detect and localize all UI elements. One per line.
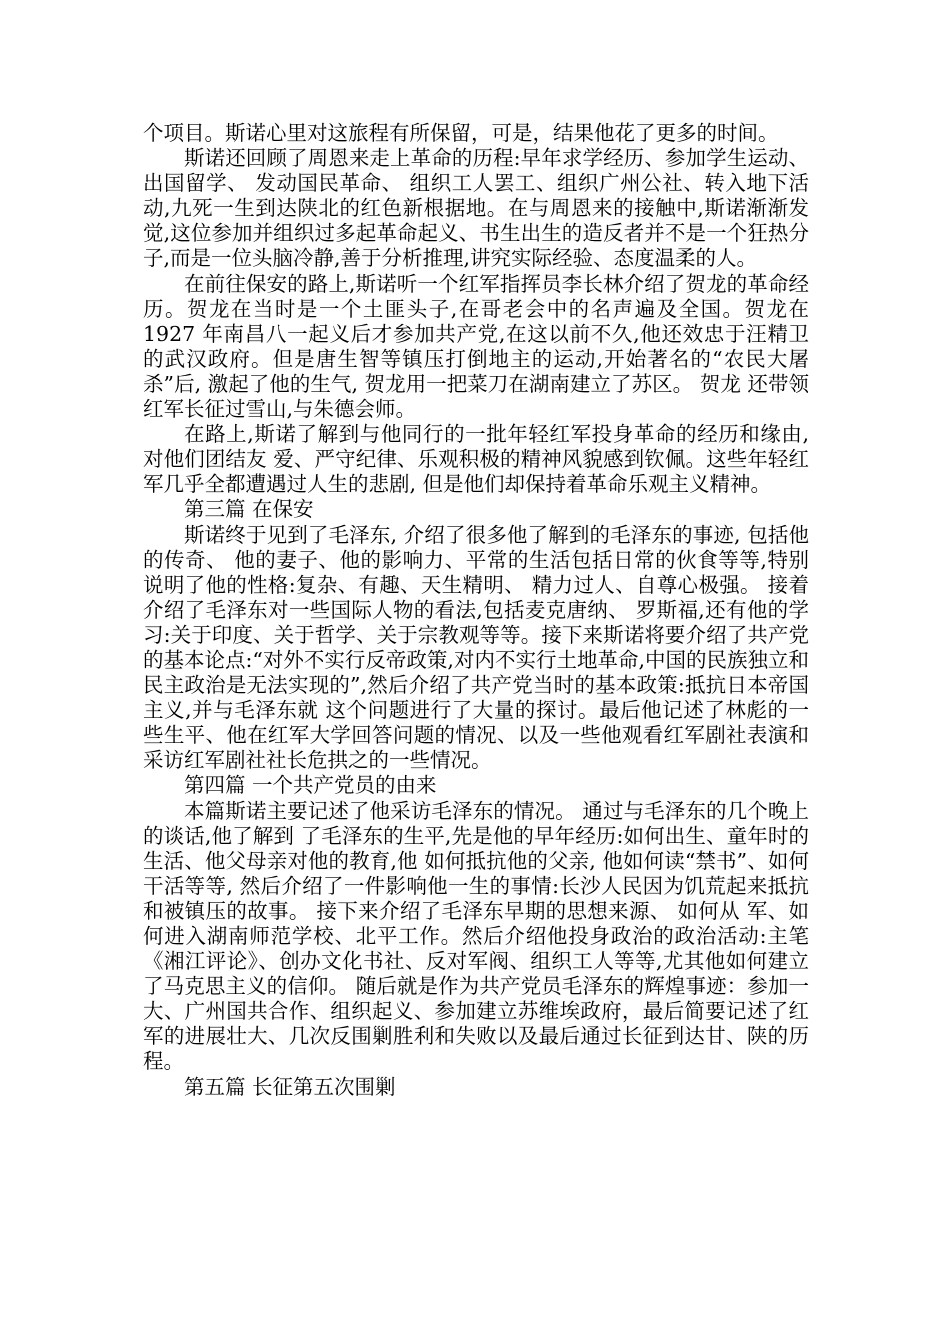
paragraph-continued: 个项目。斯诺心里对这旅程有所保留，可是，结果他花了更多的时间。 xyxy=(143,121,779,145)
section-heading-5: 第五篇 长征第五次围剿 xyxy=(184,1074,396,1099)
paragraph-mao-interview: 本篇斯诺主要记述了他采访毛泽东的情况。 通过与毛泽东的几个晚上的谈话,他了解到 了毛泽东的生平,先是他的早年经历:如何出生、童年时的生活、他父母亲对他的教育,他 如何抵抗他的父亲, 他如何读“禁书”、如何干活等等, 然后介绍了一件影响他一生的事情:长沙人民因为饥荒起来抵抗和被镇压的故事。 接下来介绍了毛泽东早期的思想来源、 如何从 军、如何进入湖南师范学校、北平工作。然后介绍他投身政治的政治活动:主笔 《湘江评论》、创办文化书社、反对军阀、组织工人等等,尤其他如何建立了马克思主义的信仰。 随后就是作为共产党员毛泽东的辉煌事迹：参加一大、广州国共合作、组织起义、参加建立苏维埃政府，最后简要记述了红军的进展壮大、几次反围剿胜利和失败以及最后通过长征到达甘、陕的历程。 xyxy=(143,798,809,1074)
paragraph-young-red-army: 在路上,斯诺了解到与他同行的一批年轻红军投身革命的经历和缘由,对他们团结友 爱、严守纪律、乐观积极的精神风貌感到钦佩。这些年轻红军几乎全都遭遇过人生的悲剧, 但是他们却保持着革命乐观主义精神。 xyxy=(143,422,809,497)
section-heading-3: 第三篇 在保安 xyxy=(184,497,314,522)
paragraph-zhou-enlai: 斯诺还回顾了周恩来走上革命的历程:早年求学经历、参加学生运动、出国留学、 发动国民革命、 组织工人罢工、组织广州公社、转入地下活动,九死一生到达陕北的红色新根据地。在与周恩来的接触中,斯诺渐渐发觉,这位参加并组织过多起革命起义、书生出生的造反者并不是一个狂热分子,而是一位头脑冷静,善于分析推理,讲究实际经验、态度温柔的人。 xyxy=(143,146,809,271)
paragraph-he-long: 在前往保安的路上,斯诺听一个红军指挥员李长林介绍了贺龙的革命经历。贺龙在当时是一个土匪头子,在哥老会中的名声遍及全国。贺龙在 1927 年南昌八一起义后才参加共产党,在这以前不久,他还效忠于汪精卫的武汉政府。但是唐生智等镇压打倒地主的运动,开始著名的“农民大屠杀”后, 激起了他的生气, 贺龙用一把菜刀在湖南建立了苏区。 贺龙 还带领红军长征过雪山,与朱德会师。 xyxy=(143,271,809,422)
paragraph-mao-baoan: 斯诺终于见到了毛泽东, 介绍了很多他了解到的毛泽东的事迹, 包括他的传奇、 他的妻子、他的影响力、平常的生活包括日常的伙食等等,特别说明了他的性格:复杂、有趣、天生精明、 精力过人、自尊心极强。 接着介绍了毛泽东对一些国际人物的看法,包括麦克唐纳、 罗斯福,还有他的学习:关于印度、关于哲学、关于宗教观等等。接下来斯诺将要介绍了共产党的基本论点:“对外不实行反帝政策,对内不实行土地革命,中国的民族独立和民主政治是无法实现的”,然后介绍了共产党当时的基本政策:抵抗日本帝国主义,并与毛泽东就 这个问题进行了大量的探讨。最后他记述了林彪的一些生平、他在红军大学回答问题的情况、以及一些他观看红军剧社表演和采访红军剧社社长危拱之的一些情况。 xyxy=(143,522,809,773)
document-page xyxy=(143,121,809,1100)
section-heading-4: 第四篇 一个共产党员的由来 xyxy=(184,773,437,798)
